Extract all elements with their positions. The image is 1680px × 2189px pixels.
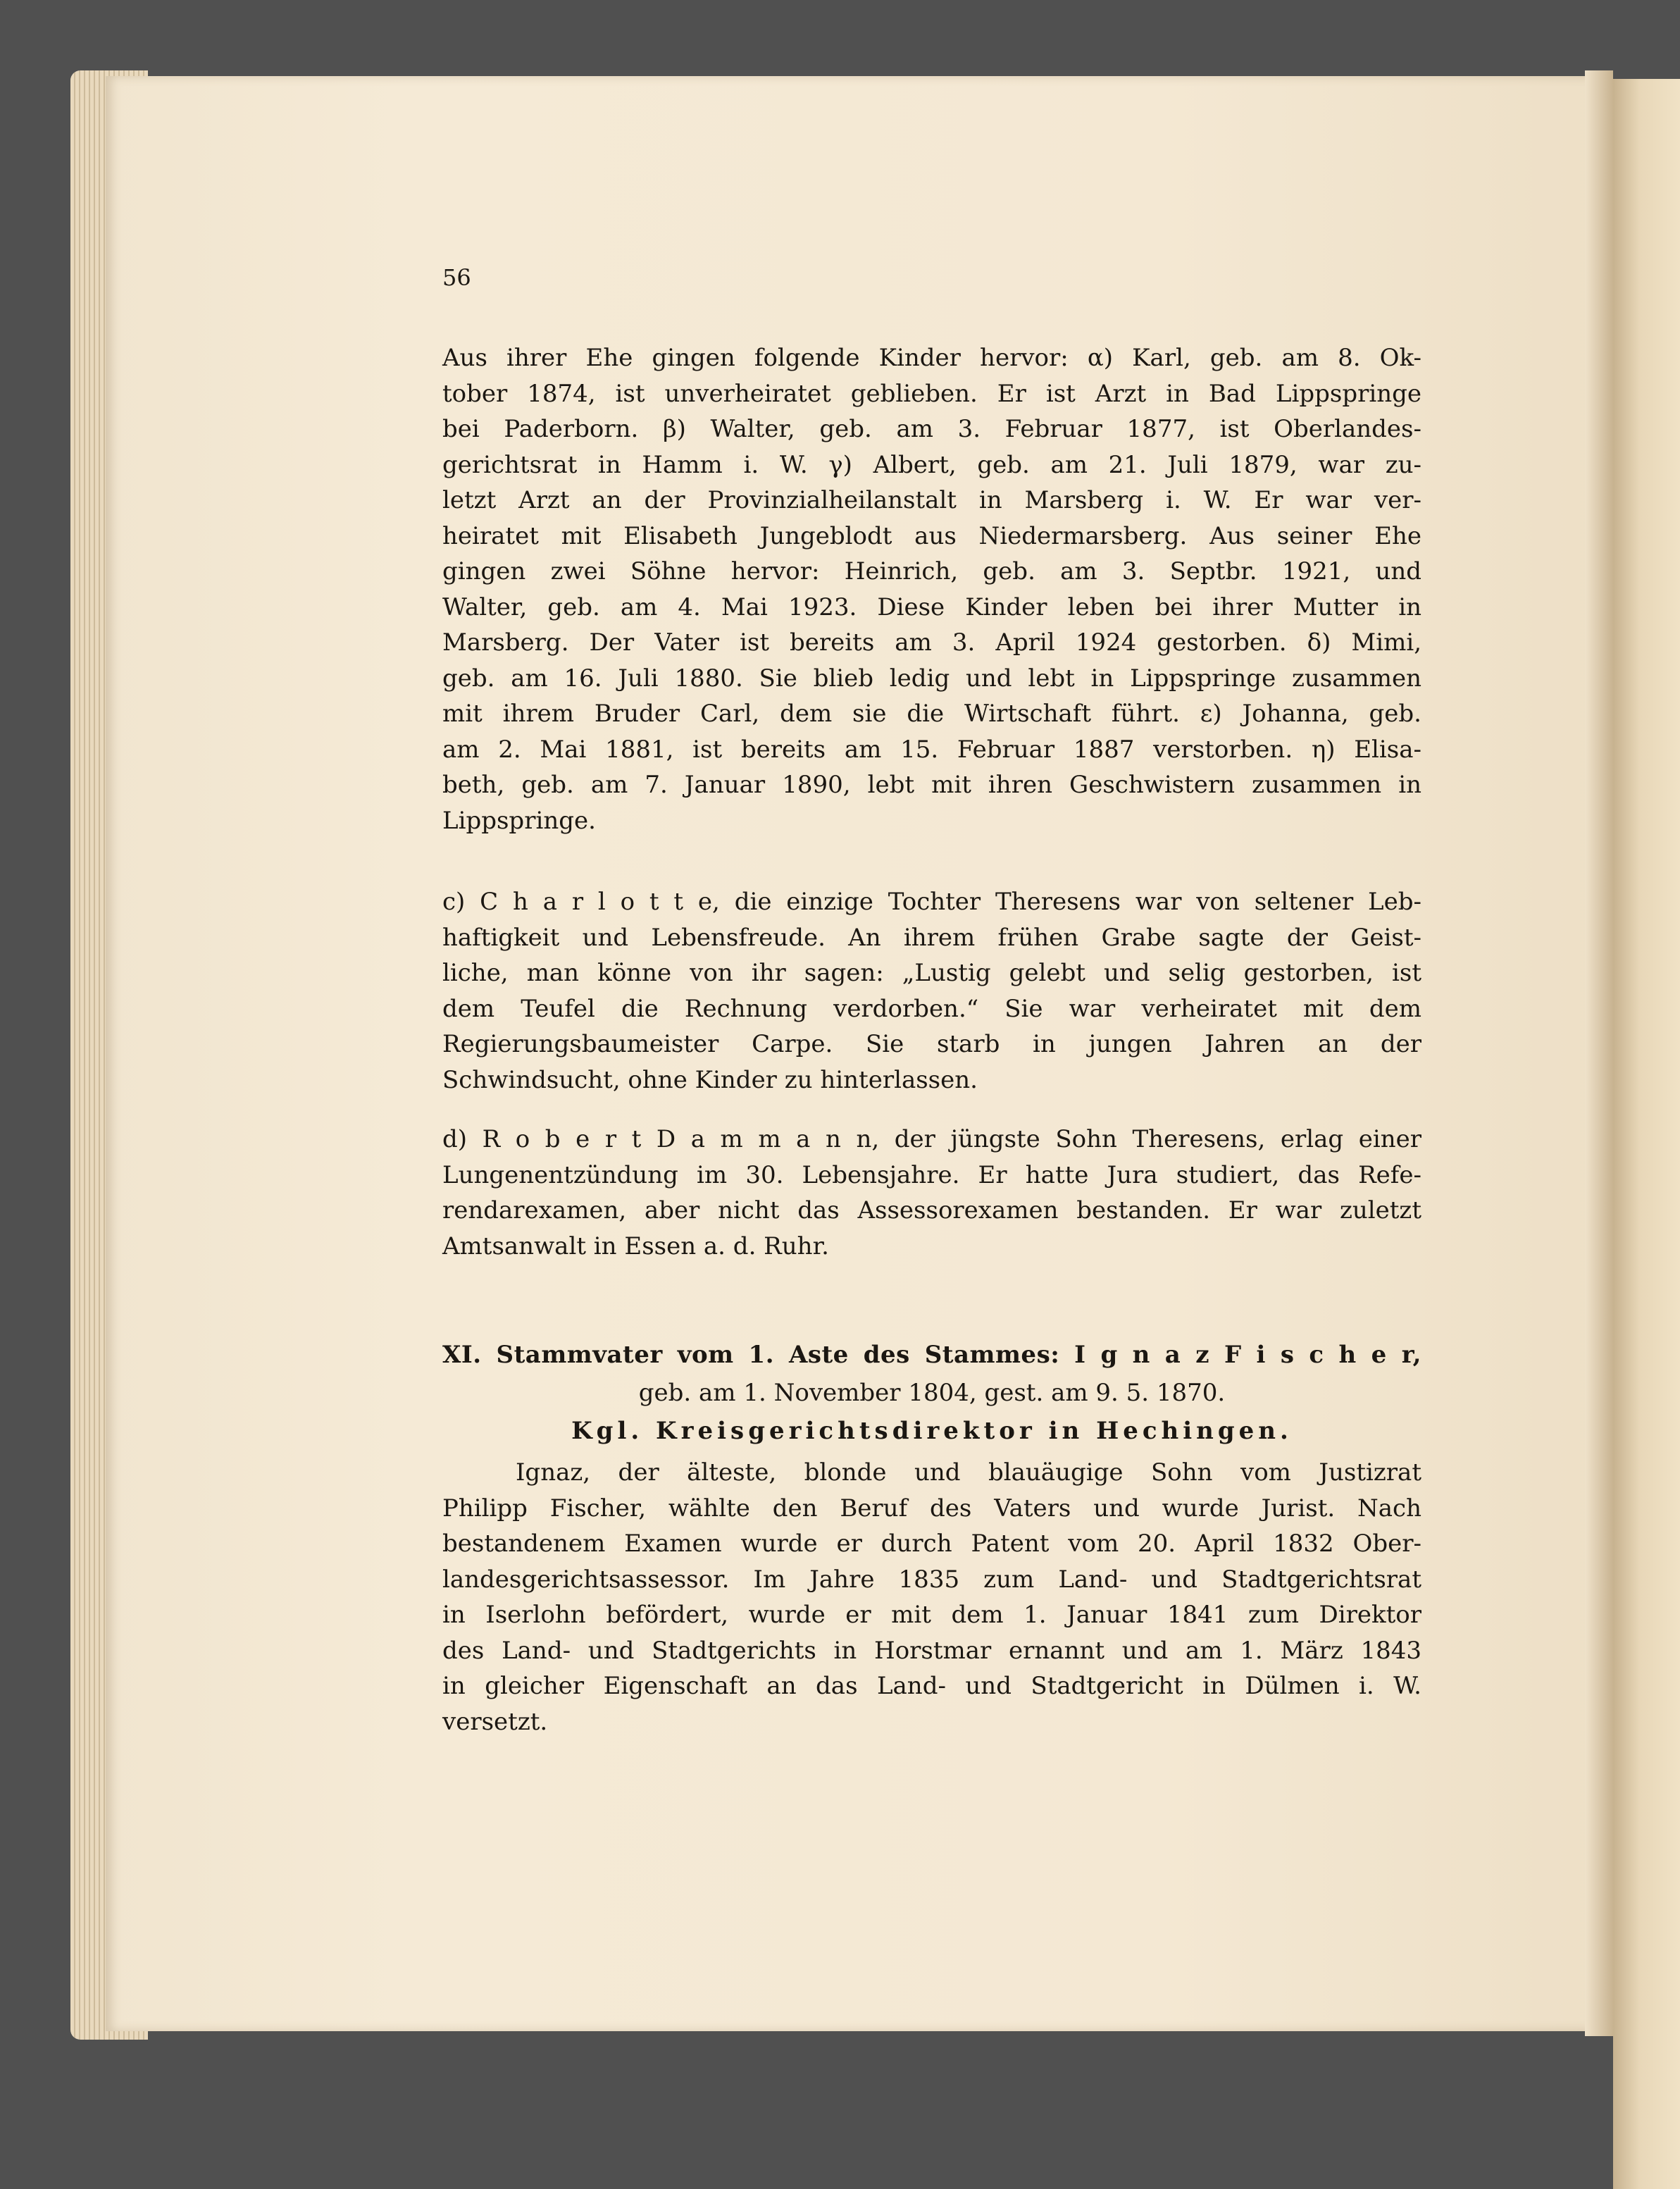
text-line: bestandenem Examen wurde er durch Patent vom 20. April 1832 Ober- [442,1530,1421,1558]
text-line: Schwindsucht, ohne Kinder zu hinterlassen. [442,1065,978,1094]
text-line: dem Teufel die Rechnung verdorben.“ Sie war verheiratet mit dem [442,994,1421,1023]
next-page-edge [1613,79,1680,2189]
text-line: letzt Arzt an der Provinzialheilanstalt in Marsberg i. W. Er war ver- [442,486,1421,514]
text-line: tober 1874, ist unverheiratet geblieben. Er ist Arzt in Bad Lippspringe [442,379,1421,408]
paragraph-ignaz [442,1455,1421,1740]
text-line: Ignaz, der älteste, blonde und blauäugige Sohn vom Justizrat [516,1458,1421,1487]
text-line: landesgerichtsassessor. Im Jahre 1835 zum Land- und Stadtgerichtsrat [442,1565,1421,1594]
text-line: Walter, geb. am 4. Mai 1923. Diese Kinder leben bei ihrer Mutter in [442,593,1421,621]
paragraph-robert [442,1122,1421,1264]
text-line: Amtsanwalt in Essen a. d. Ruhr. [442,1232,829,1260]
text-line: rendarexamen, aber nicht das Assessorexamen bestanden. Er war zuletzt [442,1196,1421,1224]
text-line: geb. am 16. Juli 1880. Sie blieb ledig und lebt in Lippspringe zusammen [442,664,1421,693]
text-line: des Land- und Stadtgerichts in Horstmar ernannt und am 1. März 1843 [442,1636,1421,1665]
text-line: gerichtsrat in Hamm i. W. γ) Albert, geb. am 21. Juli 1879, war zu- [442,450,1421,479]
paragraph-charlotte [442,884,1421,1098]
text-line: in Iserlohn befördert, wurde er mit dem 1. Januar 1841 zum Direktor [442,1601,1421,1629]
section-heading [442,1337,1421,1451]
text-line: Regierungsbaumeister Carpe. Sie starb in jungen Jahren an der [442,1030,1421,1058]
paragraph-children [442,340,1421,838]
text-line: Lippspringe. [442,806,596,835]
text-line: c) C h a r l o t t e, die einzige Tochter Theresens war von seltener Leb- [442,888,1421,916]
page-number: 56 [442,264,471,291]
text-line: Aus ihrer Ehe gingen folgende Kinder hervor: α) Karl, geb. am 8. Ok- [442,344,1421,372]
text-line: gingen zwei Söhne hervor: Heinrich, geb. am 3. Septbr. 1921, und [442,557,1421,585]
text-line: versetzt. [442,1707,548,1736]
text-line: mit ihrem Bruder Carl, dem sie die Wirtschaft führt. ε) Johanna, geb. [442,700,1421,728]
text-line: bei Paderborn. β) Walter, geb. am 3. Februar 1877, ist Oberlandes- [442,415,1421,443]
section-office: Kgl. Kreisgerichtsdirektor in Hechingen. [571,1417,1293,1445]
text-line: heiratet mit Elisabeth Jungeblodt aus Niedermarsberg. Aus seiner Ehe [442,521,1421,550]
section-dates: geb. am 1. November 1804, gest. am 9. 5. 1870. [638,1379,1226,1407]
text-line: Marsberg. Der Vater ist bereits am 3. April 1924 gestorben. δ) Mimi, [442,628,1421,657]
text-line: am 2. Mai 1881, ist bereits am 15. Februar 1887 verstorben. η) Elisa- [442,735,1421,764]
text-line: beth, geb. am 7. Januar 1890, lebt mit ihren Geschwistern zusammen in [442,771,1421,799]
text-line: d) R o b e r t D a m m a n n, der jüngste Sohn Theresens, erlag einer [442,1125,1421,1153]
text-line: haftigkeit und Lebensfreude. An ihrem frühen Grabe sagte der Geist- [442,923,1421,952]
text-line: Lungenentzündung im 30. Lebensjahre. Er hatte Jura studiert, das Refe- [442,1160,1421,1189]
text-line: Philipp Fischer, wählte den Beruf des Vaters und wurde Jurist. Nach [442,1494,1421,1523]
page-gutter-shadow [1585,70,1613,2036]
section-title: XI. Stammvater vom 1. Aste des Stammes: I g n a z F i s c h e r, [442,1341,1421,1369]
text-line: liche, man könne von ihr sagen: „Lustig gelebt und selig gestorben, ist [442,959,1421,987]
text-line: in gleicher Eigenschaft an das Land- und Stadtgericht in Dülmen i. W. [442,1672,1421,1700]
